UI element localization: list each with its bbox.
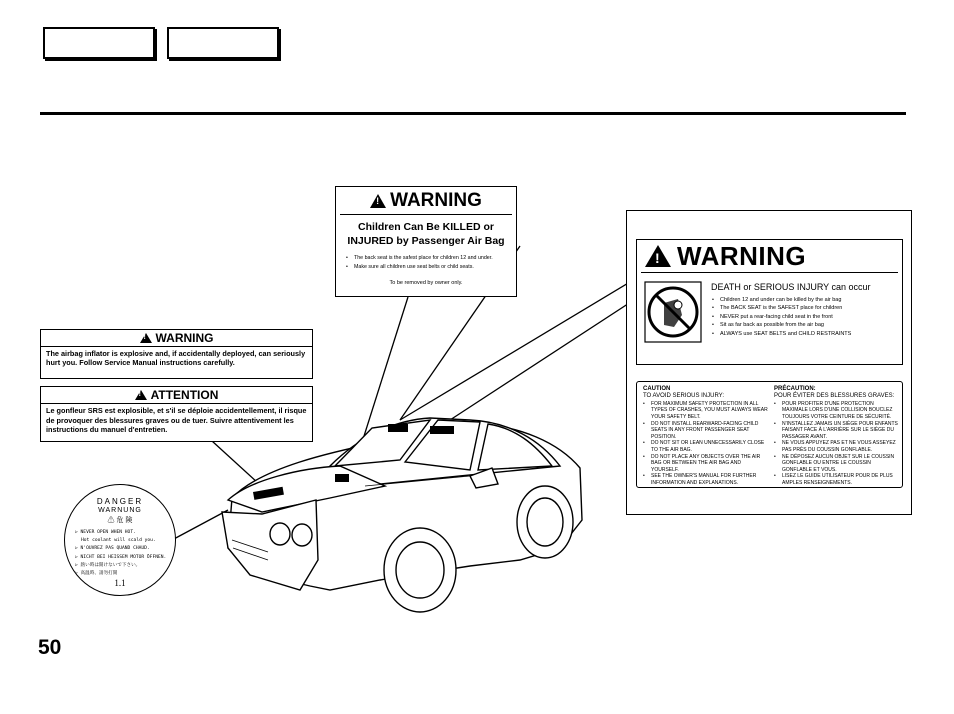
page-number: 50: [38, 636, 62, 659]
precaution-item: • LISEZ LE GUIDE UTILISATEUR POUR DE PLUS AMPLES RENSEIGNEMENTS.: [774, 473, 900, 486]
caution-column: [643, 386, 768, 487]
precaution-sub: POUR ÉVITER DES BLESSURES GRAVES:: [774, 393, 895, 400]
label-body: Le gonfleur SRS est explosible, et s'il se déploie accidentellement, il risque de provoquer des blessures graves ou de tuer. Suivre attentivement les instructions du manuel d'entretien.: [46, 406, 307, 434]
label-bullet: • Make sure all children use seat belts or child seats.: [346, 263, 508, 272]
caution-sub: TO AVOID SERIOUS INJURY:: [643, 393, 725, 400]
caution-item: • FOR MAXIMUM SAFETY PROTECTION IN ALL TYPES OF CRASHES, YOU MUST ALWAYS WEAR YOUR SAFETY BELT.: [643, 401, 768, 421]
inflator-warning-label-en: [40, 329, 313, 379]
car-body: [222, 418, 582, 612]
no-rear-facing-child-seat-icon: [644, 281, 702, 343]
label-title-1: Children Can Be KILLED or: [358, 221, 494, 233]
precaution-column: [774, 386, 900, 487]
circle-text: ▷ 高温時、請勿打開: [75, 571, 118, 577]
caution-heading: CAUTION: [643, 386, 671, 392]
sun-visor-warning-label: [626, 210, 912, 515]
warning-triangle-icon: [370, 194, 386, 208]
radiator-cap-danger-label: [64, 484, 176, 596]
label-bullet: • The BACK SEAT is the SAFEST place for children: [712, 304, 897, 312]
precaution-item: • NE DÉPOSEZ AUCUN OBJET SUR LE COUSSIN GONFLABLE OU ENTRE LE COUSSIN GONFLABLE ET VOUS.: [774, 454, 900, 474]
caution-precaution-box: [636, 381, 903, 488]
precaution-item: • NE VOUS APPUYEZ PAS ET NE VOUS ASSEYEZ PAS PRÈS DU COUSSIN GONFLABLE.: [774, 440, 900, 453]
label-heading: ATTENTION: [150, 388, 219, 402]
warning-triangle-icon: [645, 245, 671, 267]
label-bullet: • Sit as far back as possible from the air bag: [712, 321, 897, 329]
circle-line-2: WARNUNG: [98, 507, 142, 514]
precaution-heading: PRÉCAUTION:: [774, 386, 816, 392]
label-bullet: • NEVER put a rear-facing child seat in the front: [712, 313, 897, 321]
label-heading: WARNING: [677, 240, 807, 271]
precaution-item: • N'INSTALLEZ JAMAIS UN SIÈGE POUR ENFANTS FAISANT FACE À L'ARRIÈRE SUR LE SIÈGE DU PASSAGER AVANT.: [774, 421, 900, 441]
label-bullet: • The back seat is the safest place for children 12 and under.: [346, 254, 508, 263]
caution-item: • DO NOT SIT OR LEAN UNNECESSARILY CLOSE TO THE AIR BAG.: [643, 440, 768, 453]
caution-item: • DO NOT PLACE ANY OBJECTS OVER THE AIR BAG OR BETWEEN THE AIR BAG AND YOURSELF.: [643, 454, 768, 474]
caution-item: • DO NOT INSTALL REARWARD-FACING CHILD SEATS IN ANY FRONT PASSENGER SEAT POSITION.: [643, 421, 768, 441]
circle-line-1: DANGER: [96, 497, 144, 506]
circle-text: ▷ NEVER OPEN WHEN HOT.: [75, 530, 136, 535]
sun-visor-warning-box: [636, 239, 903, 365]
caution-item: • SEE THE OWNER'S MANUAL FOR FURTHER INFORMATION AND EXPLANATIONS.: [643, 473, 768, 486]
circle-text: Hot coolant will scald you.: [81, 538, 156, 544]
circle-text: ▷ N'OUVREZ PAS QUAND CHAUD.: [75, 546, 150, 552]
label-footer: To be removed by owner only.: [389, 280, 463, 286]
label-bullet: • Children 12 and under can be killed by the air bag: [712, 296, 897, 304]
circle-text: ▷ NICHT BEI HEISSEM MOTOR ÖFFNEN.: [75, 554, 167, 560]
label-heading: WARNING: [155, 331, 214, 345]
label-title-2: INJURED by Passenger Air Bag: [347, 235, 505, 247]
label-bullet: • ALWAYS use SEAT BELTS and CHILD RESTRAINTS: [712, 330, 897, 338]
label-heading: WARNING: [390, 190, 482, 211]
label-subheading: DEATH or SERIOUS INJURY can occur: [711, 282, 871, 292]
circle-code: 1.1: [114, 578, 126, 589]
warning-triangle-icon: [140, 333, 152, 343]
passenger-airbag-warning-label: [335, 186, 517, 297]
warning-triangle-icon: [135, 390, 147, 400]
circle-text: ▷ 熱い時は開けないで下さい。: [75, 562, 141, 568]
inflator-warning-label-fr: [40, 386, 313, 442]
label-body: The airbag inflator is explosive and, if accidentally deployed, can seriously hurt you. Follow Service Manual instructions carefully.: [46, 349, 306, 367]
circle-line-3: ⚠ 危 険: [107, 517, 133, 524]
precaution-item: • POUR PROFITER D'UNE PROTECTION MAXIMALE LORS D'UNE COLLISION BOUCLEZ TOUJOURS VOTRE CEINTURE DE SÉCURITÉ.: [774, 401, 900, 421]
